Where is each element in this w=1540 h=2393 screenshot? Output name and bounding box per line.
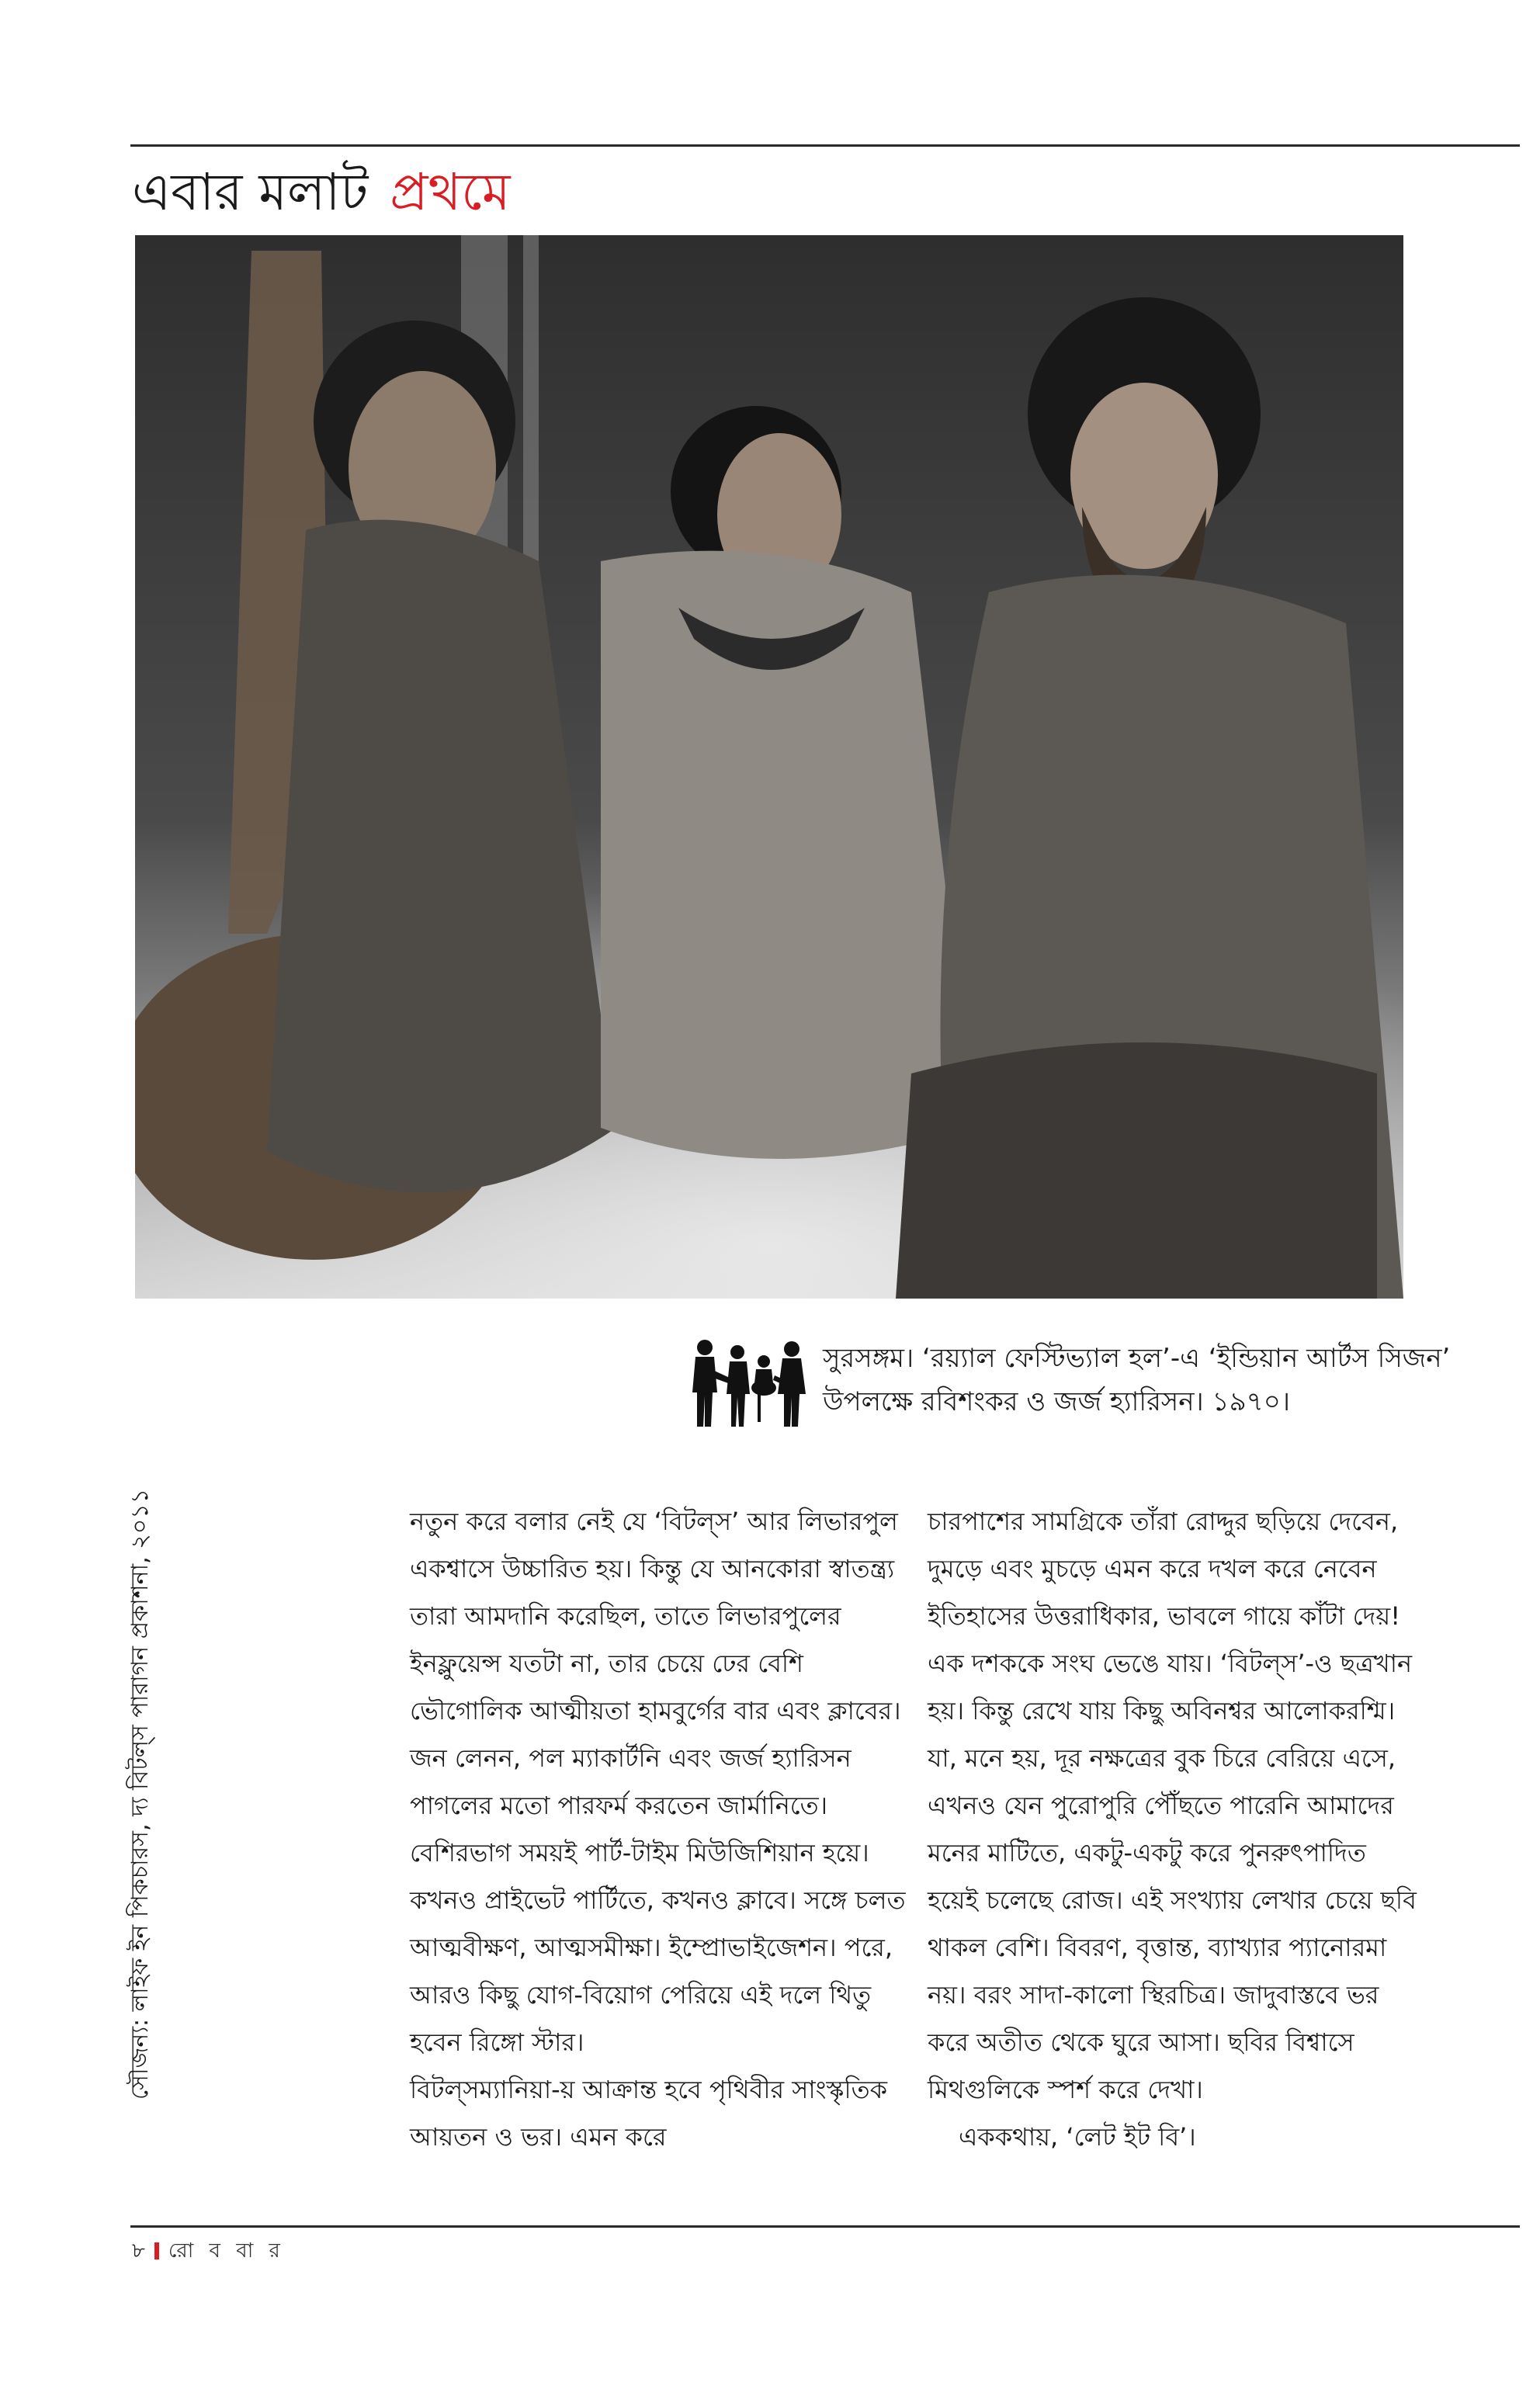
- section-title: [132, 155, 510, 230]
- magazine-name: রো ব বা র: [168, 2239, 285, 2263]
- article-paragraph: চারপাশের সামগ্রিকে তাঁরা রোদ্দুর ছড়িয়ে দেবেন, দুমড়ে এবং মুচড়ে এমন করে দখল করে নেবেন ইতিহাসের উত্তরাধিকার, ভাবলে গায়ে কাঁটা দেয়! এক দশককে সংঘ ভেঙে যায়। ‘বিটল্‌স’-ও ছত্রখান হয়। কিন্তু রেখে যায় কিছু অবিনশ্বর আলোকরশ্মি। যা, মনে হয়, দূর নক্ষত্রের বুক চিরে বেরিয়ে এসে, এখনও যেন পুরোপুরি পৌঁছতে পারেনি আমাদের মনের মাটিতে, একটু-একটু করে পুনরুৎপাদিত হয়েই চলেছে রোজ। এই সংখ্যায় লেখার চেয়ে ছবি থাকল বেশি। বিবরণ, বৃত্তান্ত, ব্যাখ্যার প্যানোরমা নয়। বরং সাদা-কালো স্থিরচিত্র। জাদুবাস্তবে ভর করে অতীত থেকে ঘুরে আসা। ছবির বিশ্বাসে মিথগুলিকে স্পর্শ করে দেখা।: [928, 1507, 1417, 2104]
- article-paragraph: নতুন করে বলার নেই যে ‘বিটল্‌স’ আর লিভারপুল একশ্বাসে উচ্চারিত হয়। কিন্তু যে আনকোরা স্বাতন্ত্র্য তারা আমদানি করেছিল, তাতে লিভারপুলের ইনফ্লুয়েন্স যতটা না, তার চেয়ে ঢের বেশি ভৌগোলিক আত্মীয়তা হামবুর্গের বার এবং ক্লাবের। জন লেনন, পল ম্যাকার্টনি এবং জর্জ হ্যারিসন পাগলের মতো পারফর্ম করতেন জার্মানিতে। বেশিরভাগ সময়ই পার্ট-টাইম মিউজিশিয়ান হয়ে। কখনও প্রাইভেট পার্টিতে, কখনও ক্লাবে। সঙ্গে চলত আত্মবীক্ষণ, আত্মসমীক্ষা। ইম্প্রোভাইজেশন। পরে, আরও কিছু যোগ-বিয়োগ পেরিয়ে এই দলে থিতু হবেন রিঙ্গো স্টার।: [410, 1507, 906, 2057]
- band-silhouette-icon: [683, 1338, 815, 1428]
- page-number: ৮: [132, 2239, 145, 2263]
- top-rule: [130, 144, 1520, 147]
- photo-credit-text: সৌজন্য: লাইফ ইন পিকচারস, দ্য বিটল্‌স পারাগন প্রকাশনা, ২০১১: [127, 1488, 154, 2100]
- section-title-accent: প্রথমে: [390, 162, 511, 222]
- article-paragraph: বিটল্‌সম্যানিয়া-য় আক্রান্ত হবে পৃথিবীর সাংস্কৃতিক আয়তন ও ভর। এমন করে: [410, 2075, 888, 2152]
- photo-caption: [683, 1337, 1521, 1438]
- article-paragraph: এককথায়, ‘লেট ইট বি’।: [959, 2122, 1196, 2152]
- article-column-left: [410, 1498, 907, 2161]
- bottom-rule: [130, 2225, 1520, 2228]
- footer-divider: [154, 2242, 159, 2259]
- section-title-main: এবার মলাট: [132, 162, 369, 222]
- caption-text: সুরসঙ্গম। ‘রয়্যাল ফেস্টিভ্যাল হল’-এ ‘ইন্ডিয়ান আর্টস সিজন’ উপলক্ষে রবিশংকর ও জর্জ হ্যারিসন। ১৯৭০।: [823, 1343, 1451, 1417]
- photo-credit: [116, 1339, 179, 2100]
- cover-photo: [135, 235, 1403, 1299]
- article-column-right: [928, 1498, 1424, 2161]
- page-footer: [132, 2235, 285, 2266]
- cover-photo-illustration: [135, 235, 1403, 1299]
